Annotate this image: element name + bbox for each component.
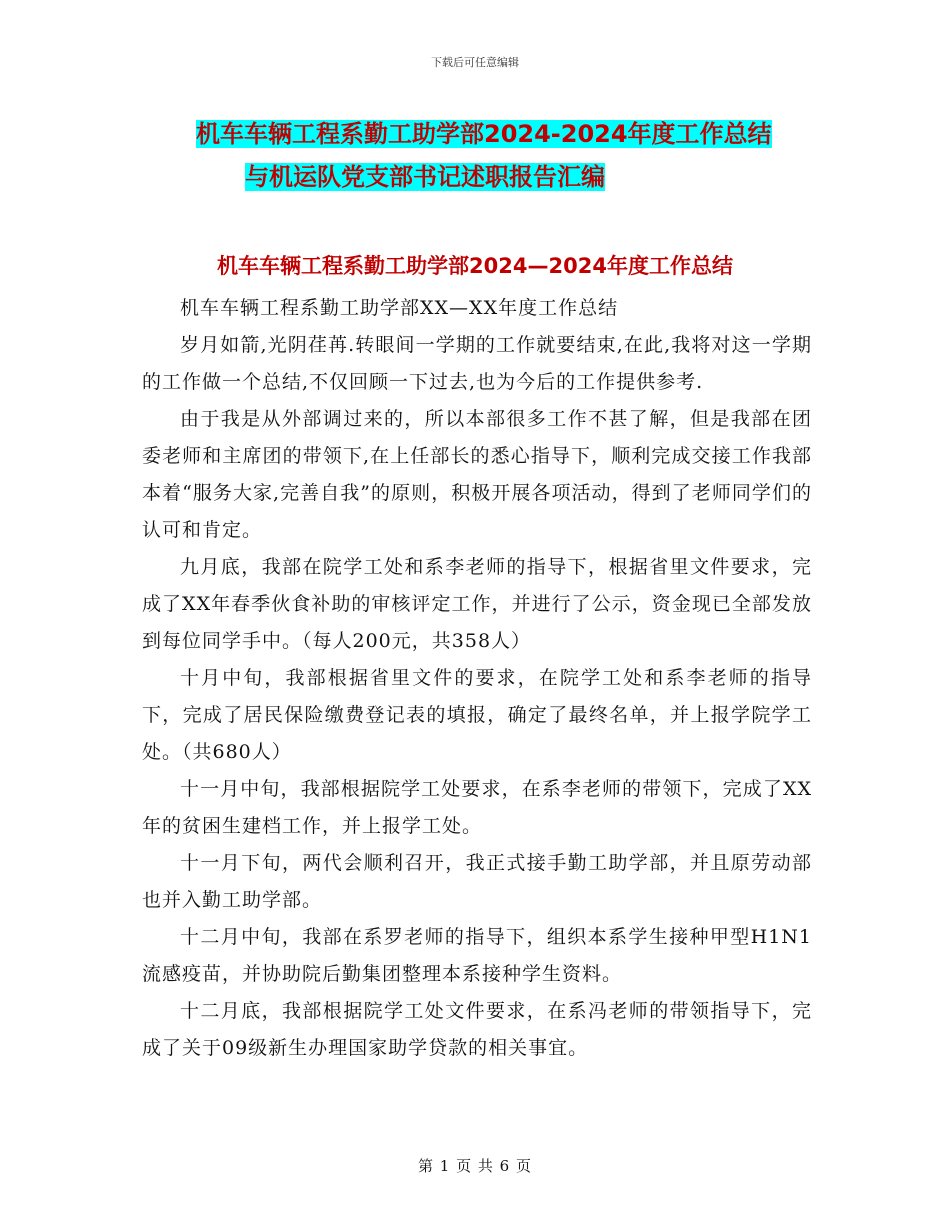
title-line-2 xyxy=(245,156,840,199)
paragraph: 岁月如箭,光阴荏苒.转眼间一学期的工作就要结束,在此,我将对这一学期的工作做一个总结,不仅回顾一下过去,也为今后的工作提供参考. xyxy=(142,334,812,393)
paragraph: 十二月底，我部根据院学工处文件要求，在系冯老师的带领指导下，完成了关于09级新生办理国家助学贷款的相关事宜。 xyxy=(142,1000,812,1059)
document-title xyxy=(140,113,840,199)
page-number-footer: 第 1 页 共 6 页 xyxy=(418,1157,532,1175)
title-line-1 xyxy=(196,113,840,156)
title-line-1-text: 机车车辆工程系勤工助学部2024-2024年度工作总结 xyxy=(196,120,772,148)
paragraph: 九月底，我部在院学工处和系李老师的指导下，根据省里文件要求，完成了XX年春季伙食补助的审核评定工作，并进行了公示，资金现已全部发放到每位同学手中。（每人200元，共358人） xyxy=(142,556,812,652)
document-body xyxy=(142,290,812,1067)
section-title: 机车车辆工程系勤工助学部2024—2024年度工作总结 xyxy=(217,254,733,278)
paragraph: 十二月中旬，我部在系罗老师的指导下，组织本系学生接种甲型H1N1流感疫苗，并协助院后勤集团整理本系接种学生资料。 xyxy=(142,926,812,985)
paragraph: 十月中旬，我部根据省里文件的要求，在院学工处和系李老师的指导下，完成了居民保险缴费登记表的填报，确定了最终名单，并上报学院学工处。（共680人） xyxy=(142,667,812,763)
header-note: 下载后可任意编辑 xyxy=(431,56,519,69)
paragraph: 十一月下旬，两代会顺利召开，我正式接手勤工助学部，并且原劳动部也并入勤工助学部。 xyxy=(142,852,812,911)
paragraph: 机车车辆工程系勤工助学部XX—XX年度工作总结 xyxy=(180,297,619,319)
title-line-2-text: 与机运队党支部书记述职报告汇编 xyxy=(245,163,605,191)
paragraph: 由于我是从外部调过来的，所以本部很多工作不甚了解，但是我部在团委老师和主席团的带领下,在上任部长的悉心指导下，顺利完成交接工作我部本着“服务大家,完善自我”的原则，积极开展各项活动，得到了老师同学们的认可和肯定。 xyxy=(142,408,812,541)
paragraph: 十一月中旬，我部根据院学工处要求，在系李老师的带领下，完成了XX年的贫困生建档工作，并上报学工处。 xyxy=(142,778,812,837)
